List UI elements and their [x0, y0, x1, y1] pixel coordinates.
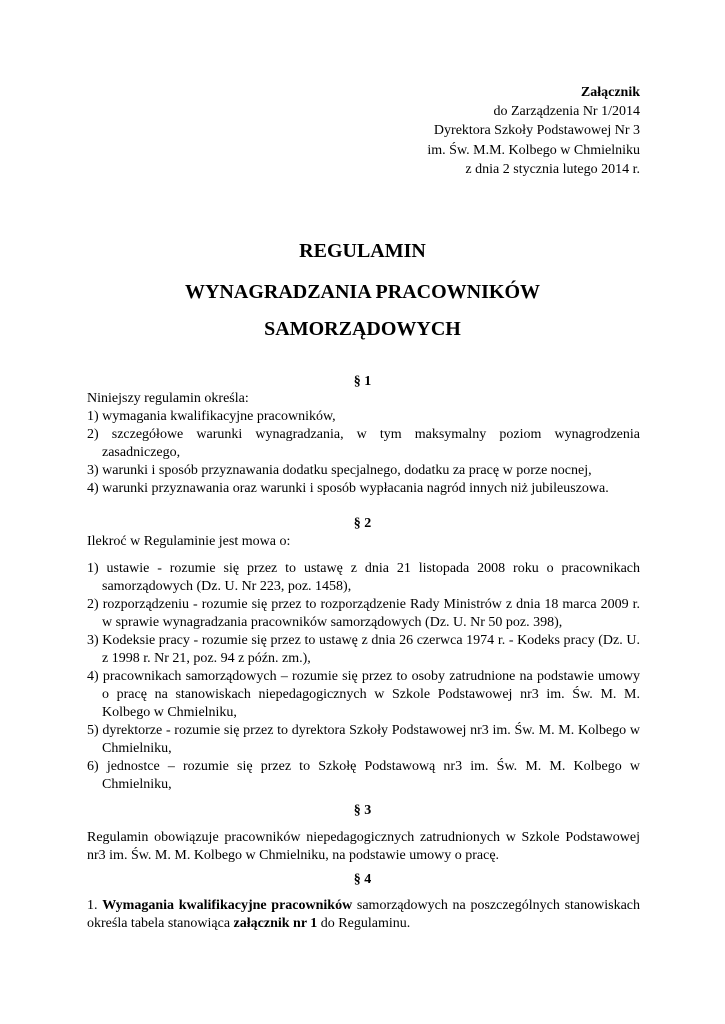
title-wynagradzania: WYNAGRADZANIA PRACOWNIKÓW [184, 281, 540, 303]
paragraph-text-end: do Regulaminu. [317, 916, 411, 931]
list-item: 6) jednostce – rozumie się przez to Szkołę Podstawową nr3 im. Św. M. M. Kolbego w Chmielniku, [87, 759, 640, 792]
list-item: 1) ustawie - rozumie się przez to ustawę z dnia 21 listopada 2008 roku o pracownikach samorządowych (Dz. U. Nr 223, poz. 1458), [87, 561, 640, 594]
title-regulamin: REGULAMIN [299, 240, 426, 262]
list-item: 3) Kodeksie pracy - rozumie się przez to ustawę z dnia 26 czerwca 1974 r. - Kodeks pracy (Dz. U. z 1998 r. Nr 21, poz. 94 z późn. zm.), [87, 633, 640, 666]
list-item: 3) warunki i sposób przyznawania dodatku specjalnego, dodatku za pracę w porze nocnej, [87, 463, 592, 478]
paragraph-text: samorządowych na poszczególnych stanowiskach określa tabela stanowiąca [87, 898, 641, 931]
director-line: Dyrektora Szkoły Podstawowej Nr 3 [433, 123, 640, 139]
attachment-header [427, 83, 640, 179]
school-patron-line: im. Św. M.M. Kolbego w Chmielniku [427, 142, 640, 158]
section-3-text: Regulamin obowiązuje pracowników niepedagogicznych zatrudnionych w Szkole Podstawowej nr3 im. Św. M. M. Kolbego w Chmielniku, na podstawie umowy o pracę. [87, 830, 640, 863]
list-item: 2) szczegółowe warunki wynagradzania, w tym maksymalny poziom wynagrodzenia zasadniczego, [87, 427, 640, 460]
section-2-body [87, 560, 640, 794]
section-2-list [87, 560, 640, 794]
list-item: 4) pracownikach samorządowych – rozumie się przez to osoby zatrudnione na podstawie umowy o pracę na stanowiskach niepedagogicznych w Szkole Podstawowej nr3 im. Św. M. M. Kolbego w Chmielniku, [87, 669, 640, 720]
item-number: 1. [87, 898, 103, 913]
bold-requirements: Wymagania kwalifikacyjne pracowników [102, 898, 353, 913]
list-item: 5) dyrektorze - rozumie się przez to dyrektora Szkoły Podstawowej nr3 im. Św. M. M. Kolbego w Chmielniku, [87, 723, 640, 756]
section-3-heading: § 3 [353, 803, 372, 818]
section-4-heading: § 4 [353, 872, 372, 887]
section-1-heading: § 1 [353, 374, 372, 389]
list-item: 1) wymagania kwalifikacyjne pracowników, [87, 409, 336, 424]
title-samorzadowych: SAMORZĄDOWYCH [264, 318, 461, 340]
attachment-label: Załącznik [580, 85, 640, 100]
section-1-list [87, 408, 640, 498]
date-line: z dnia 2 stycznia lutego 2014 r. [465, 161, 640, 177]
list-item: 4) warunki przyznawania oraz warunki i sposób wypłacania nagród innych niż jubileuszowa. [87, 481, 609, 496]
section-2-intro: Ilekroć w Regulaminie jest mowa o: [87, 534, 291, 549]
section-1-intro: Niniejszy regulamin określa: [87, 391, 249, 406]
ordinance-reference: do Zarządzenia Nr 1/2014 [493, 104, 640, 120]
section-4-paragraph [87, 897, 640, 933]
section-1-body [87, 390, 640, 498]
list-item: 2) rozporządzeniu - rozumie się przez to rozporządzenie Rady Ministrów z dnia 18 marca 2009 r. w sprawie wynagradzania pracowników samorządowych (Dz. U. Nr 50 poz. 398), [87, 597, 640, 630]
section-2-heading: § 2 [353, 516, 372, 531]
bold-attachment-ref: załącznik nr 1 [233, 916, 318, 931]
